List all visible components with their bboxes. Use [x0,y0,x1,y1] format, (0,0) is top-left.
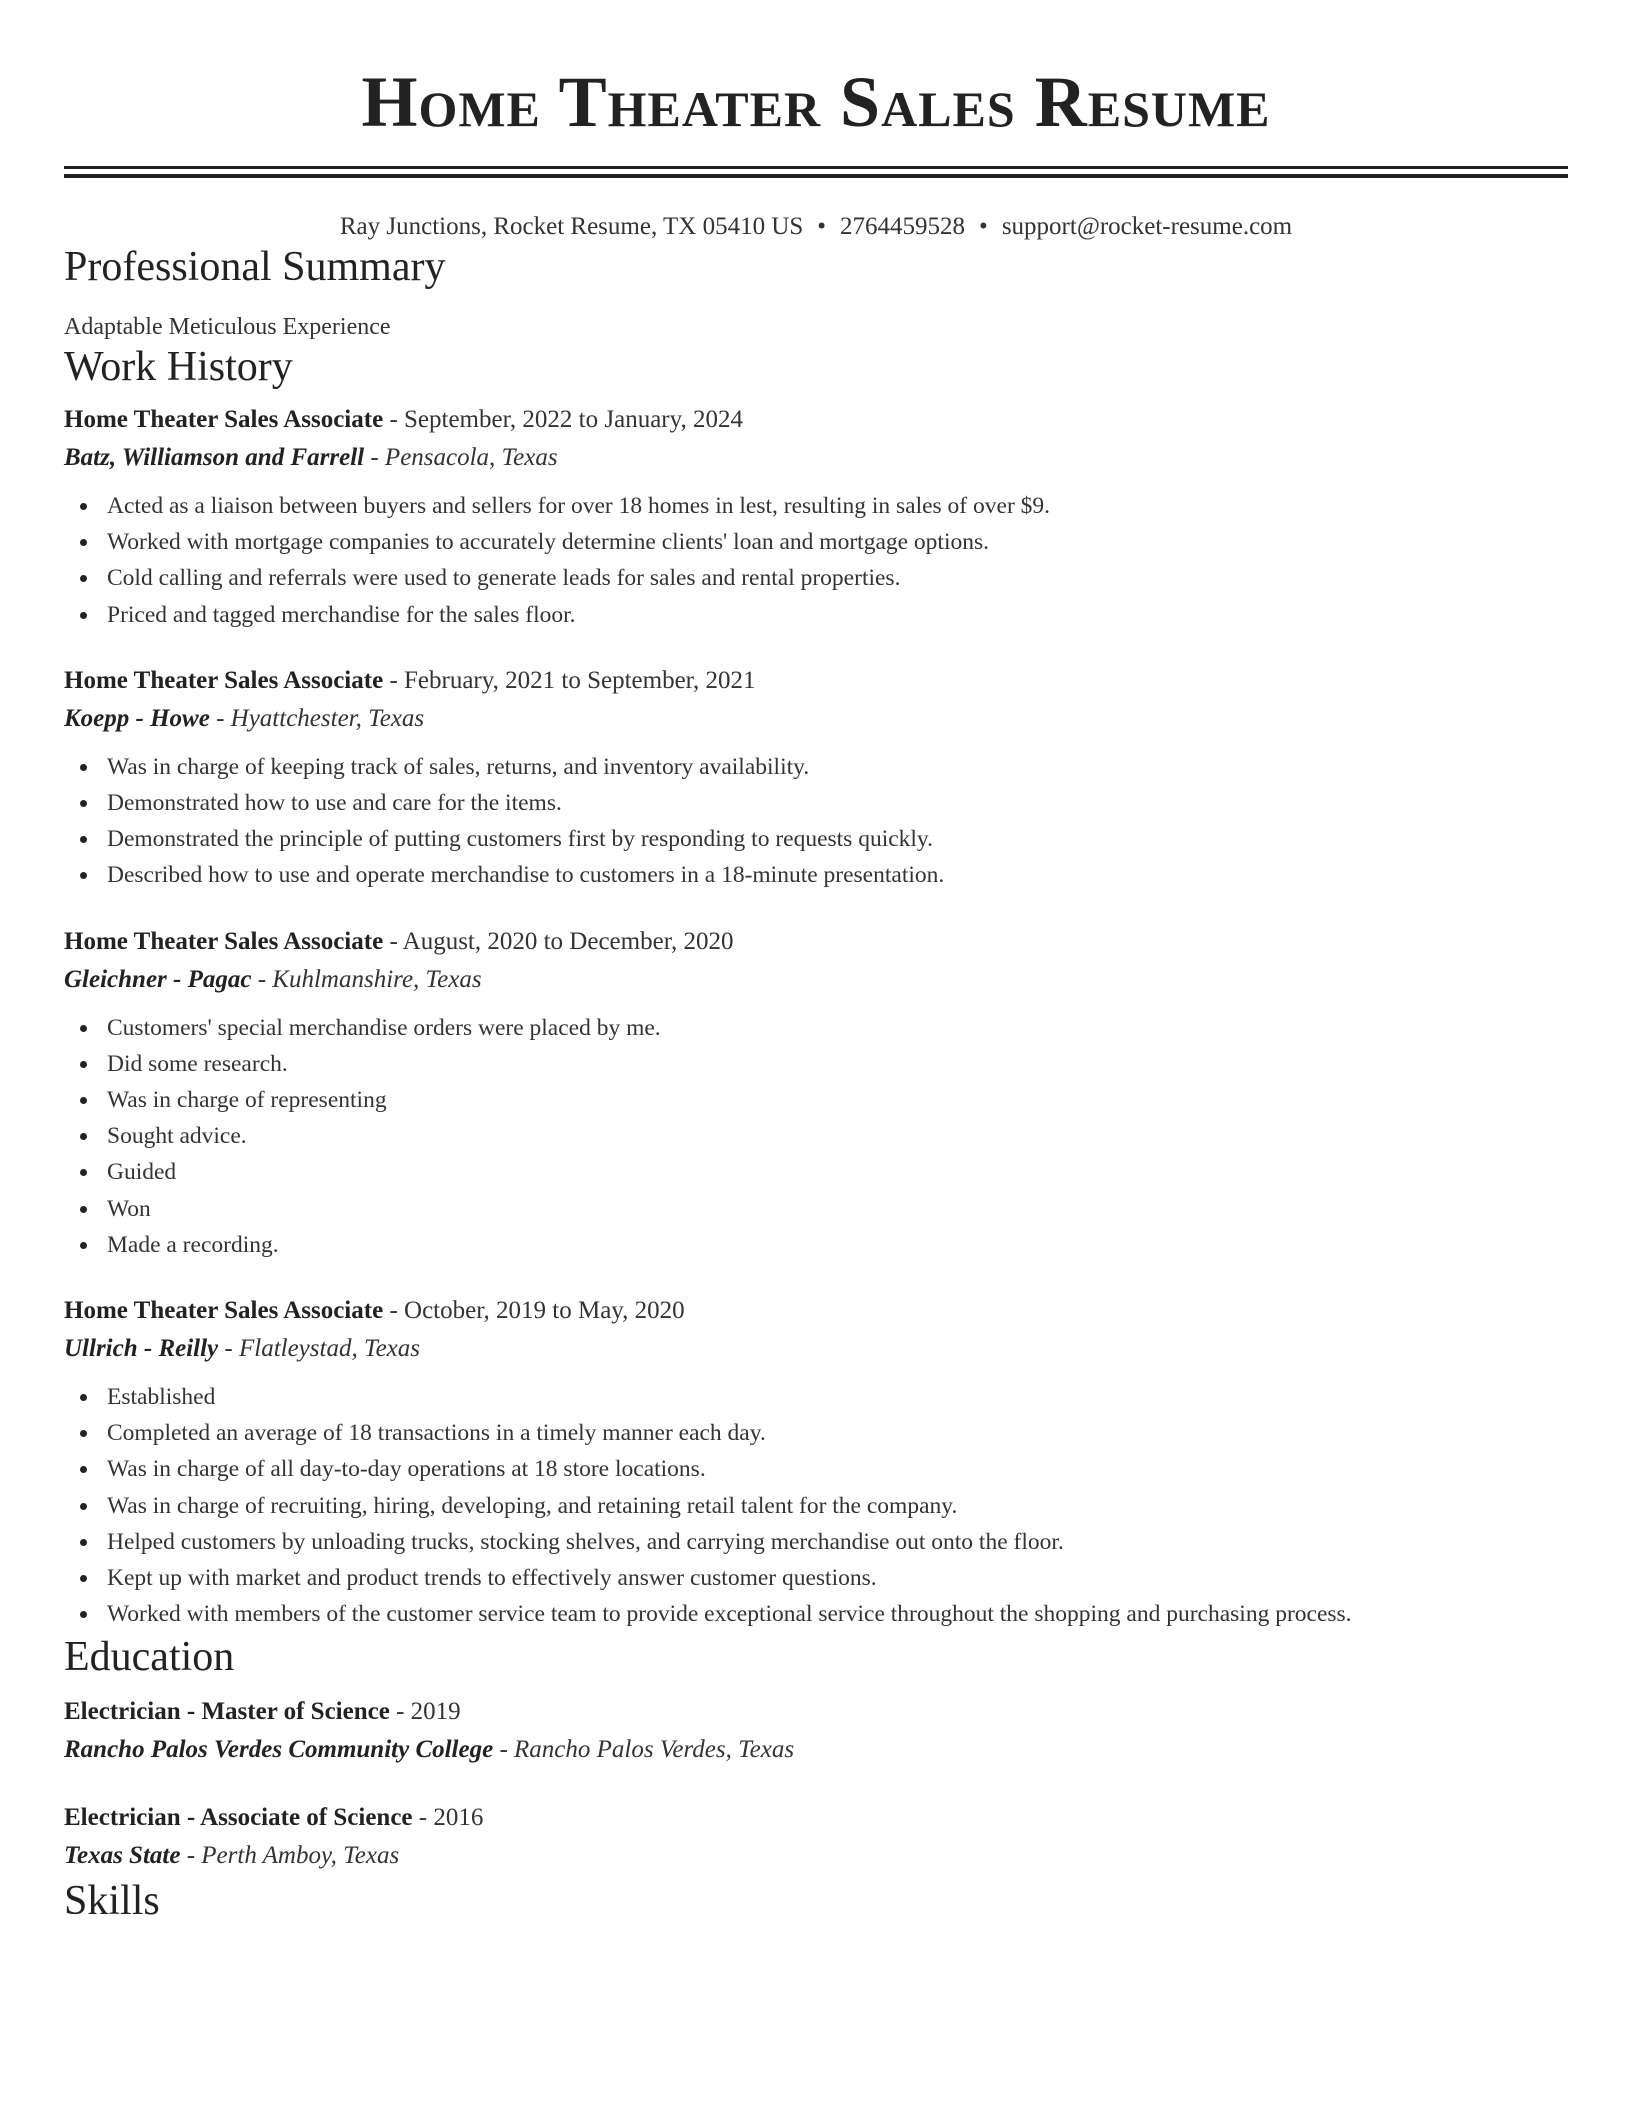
job-dates: - September, 2022 to January, 2024 [383,406,743,433]
job-bullet: Sought advice. [107,1118,1568,1154]
job-company: Koepp - Howe [64,704,210,732]
education-degree-line [64,1800,1568,1836]
job-bullet: Was in charge of recruiting, hiring, developing, and retaining retail talent for the company. [107,1488,1568,1524]
job-company: Ullrich - Reilly [64,1335,219,1363]
job-dates: - February, 2021 to September, 2021 [383,666,756,694]
contact-phone: 2764459528 [840,213,966,240]
job-bullet: Completed an average of 18 transactions in a timely manner each day. [107,1415,1568,1451]
job-title-line [64,663,1568,699]
job-location: - Hyattchester, Texas [209,704,425,732]
job-role: Home Theater Sales Associate [64,1297,384,1325]
job-bullet: Worked with mortgage companies to accurately determine clients' loan and mortgage options. [107,524,1568,560]
summary-heading: Professional Summary [64,244,446,290]
job-location: - Pensacola, Texas [364,444,558,471]
job-bullet: Demonstrated the principle of putting customers first by responding to requests quickly. [107,821,1568,857]
job-location: - Flatleystad, Texas [218,1335,420,1363]
education-year: - 2019 [389,1698,461,1726]
job-dates: - August, 2020 to December, 2020 [383,927,734,955]
education-school-line [64,1836,1568,1876]
title-double-rule [64,166,1568,178]
education-entry [64,1694,1568,1770]
contact-line [64,212,1568,242]
contact-address: Ray Junctions, Rocket Resume, TX 05410 US [339,213,804,240]
job-bullet: Described how to use and operate merchandise to customers in a 18-minute presentation. [107,857,1568,893]
job-company-line [64,960,1568,1000]
job-company-line [64,1329,1568,1369]
job-company: Gleichner - Pagac [64,965,252,993]
work-history-heading: Work History [64,344,293,390]
job-bullet-list [64,488,1568,633]
education-degree: Electrician - Master of Science [64,1698,390,1726]
job-bullet: Won [107,1191,1568,1227]
job-bullet: Priced and tagged merchandise for the sales floor. [107,597,1568,633]
education-location: - Rancho Palos Verdes, Texas [493,1736,795,1764]
education-school: Rancho Palos Verdes Community College [64,1736,494,1764]
job-bullet: Was in charge of all day-to-day operations at 18 store locations. [107,1451,1568,1487]
job-company-line [64,438,1568,478]
education-school: Texas State [64,1842,181,1870]
education-year: - 2016 [412,1804,484,1832]
job-entry [64,402,1568,633]
job-title-line [64,402,1568,438]
job-bullet: Cold calling and referrals were used to generate leads for sales and rental properties. [107,560,1568,596]
contact-separator: • [979,213,988,240]
job-bullet: Made a recording. [107,1227,1568,1263]
job-role: Home Theater Sales Associate [64,927,384,955]
summary-text: Adaptable Meticulous Experience [64,314,391,340]
job-title-line [64,1293,1568,1329]
job-bullet: Was in charge of keeping track of sales, returns, and inventory availability. [107,749,1568,785]
job-bullet: Guided [107,1154,1568,1190]
education-school-line [64,1730,1568,1770]
job-title-line [64,924,1568,960]
job-bullet-list [64,1379,1568,1632]
job-entry [64,1293,1568,1632]
job-company: Batz, Williamson and Farrell [64,444,365,471]
job-bullet: Acted as a liaison between buyers and sellers for over 18 homes in lest, resulting in sales of over $9. [107,488,1568,524]
job-bullet-list [64,749,1568,894]
job-bullet: Did some research. [107,1046,1568,1082]
job-company-line [64,699,1568,739]
job-bullet: Customers' special merchandise orders were placed by me. [107,1010,1568,1046]
job-location: - Kuhlmanshire, Texas [251,965,482,993]
education-degree-line [64,1694,1568,1730]
job-bullet: Established [107,1379,1568,1415]
skills-heading: Skills [64,1878,160,1925]
resume-title: Home Theater Sales Resume [361,62,1271,142]
job-bullet: Worked with members of the customer service team to provide exceptional service throughout the shopping and purchasing process. [107,1596,1568,1632]
job-bullet: Kept up with market and product trends to effectively answer customer questions. [107,1560,1568,1596]
education-heading: Education [64,1634,235,1681]
job-entry [64,924,1568,1263]
education-degree: Electrician - Associate of Science [64,1804,413,1832]
job-role: Home Theater Sales Associate [64,406,384,433]
contact-separator: • [817,213,827,240]
education-entry [64,1800,1568,1876]
job-entry [64,663,1568,894]
job-bullet: Helped customers by unloading trucks, stocking shelves, and carrying merchandise out onto the floor. [107,1524,1568,1560]
job-dates: - October, 2019 to May, 2020 [383,1297,685,1325]
education-location: - Perth Amboy, Texas [180,1842,400,1870]
contact-email: support@rocket-resume.com [1001,213,1293,240]
job-bullet: Was in charge of representing [107,1082,1568,1118]
job-bullet-list [64,1010,1568,1263]
job-bullet: Demonstrated how to use and care for the items. [107,785,1568,821]
job-role: Home Theater Sales Associate [64,666,384,694]
